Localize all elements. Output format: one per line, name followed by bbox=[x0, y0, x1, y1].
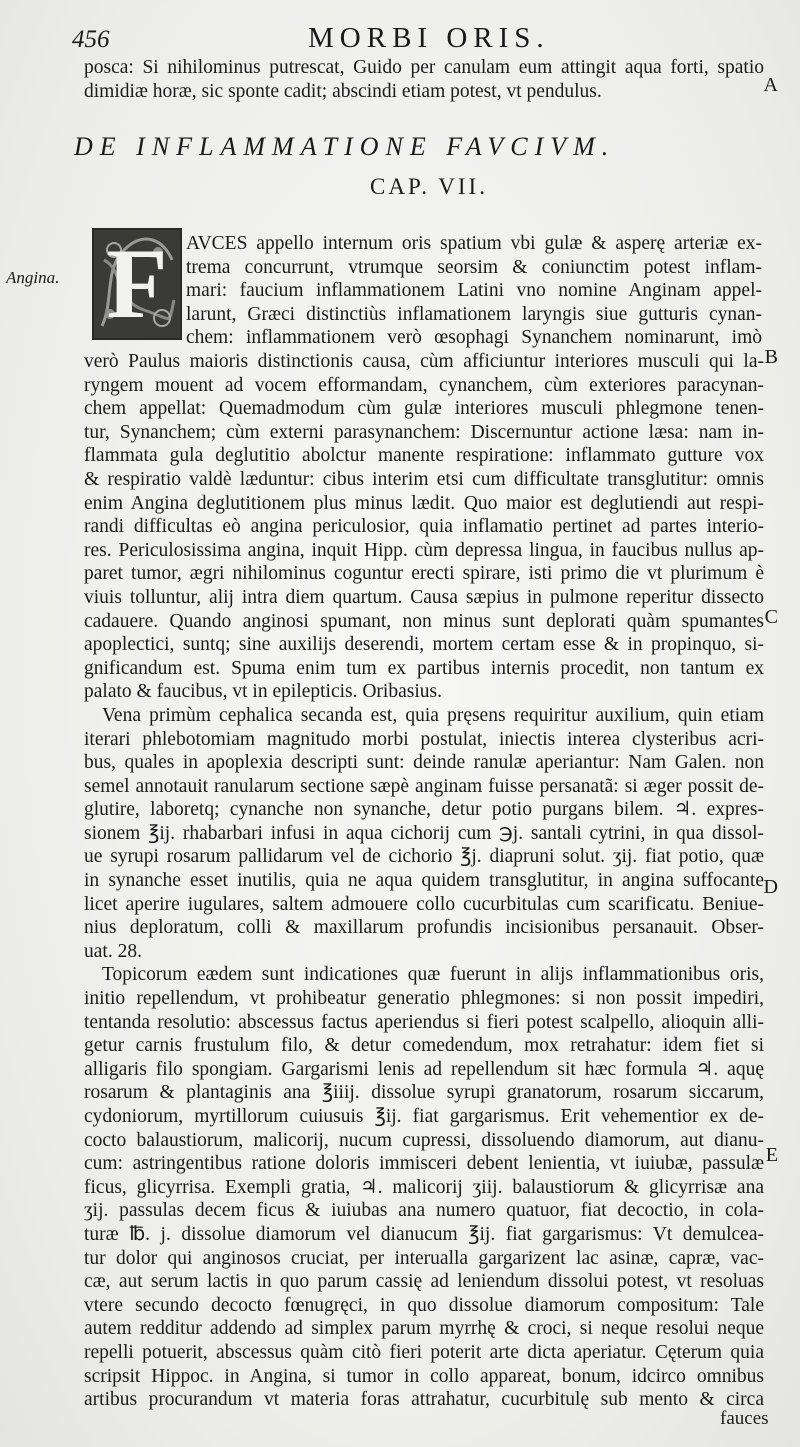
text-line: Vena primùm cephalica secanda est, quia pręsens requiritur auxilium, quin etiam bbox=[102, 704, 764, 726]
text-line: trema concurrunt, vtrumque seorsim & coniunctim potest inflam- bbox=[186, 256, 762, 278]
page-number: 456 bbox=[72, 26, 110, 53]
text-line: alligaris filo spongiam. Gargarismi lenis ad repellendum sit hæc formula ♃. aquę bbox=[84, 1058, 764, 1080]
text-line: & respiratio valdè læduntur: cibus interim etsi cum difficultate transglutitur: omnis bbox=[84, 468, 764, 490]
text-line: res. Periculosissima angina, inquit Hipp. cùm depressa lingua, in faucibus nullus ap- bbox=[84, 539, 764, 561]
margin-letter-c: C bbox=[764, 606, 778, 628]
main-text-block bbox=[84, 350, 764, 1412]
drop-cap-letter: F bbox=[106, 228, 168, 339]
text-line: ʒij. passulas decem ficus & iuiubas ana numero quatuor, fiat decoctio, in cola- bbox=[84, 1200, 764, 1222]
text-line: paret tumor, ægri nihilominus coguntur erecti spirare, isti primo die vt plurimum è bbox=[84, 563, 764, 585]
text-line: initio repellendum, vt prohibeatur generatio phlegmones: si non possit impediri, bbox=[84, 988, 764, 1010]
text-line: flammata gula deglutitio abolctur manente respiratione: inflammato gutture vox bbox=[84, 445, 764, 467]
margin-note: Angina. bbox=[6, 268, 60, 287]
text-line: tur, Synanchem; cùm externi parasynanchem: Discernuntur actione læsa: nam in- bbox=[84, 421, 764, 443]
text-line: cum: astringentibus ratione doloris immisceri debent lenientia, vt iuiubæ, passulæ bbox=[84, 1153, 764, 1175]
text-line: bus, quales in apoplexia descripti sunt: deinde ranulæ aperiantur: Nam Galen. non bbox=[84, 752, 764, 774]
section-title: DE INFLAMMATIONE FAVCIVM. bbox=[74, 132, 616, 161]
margin-letter-a: A bbox=[763, 74, 778, 96]
text-line: palato & faucibus, vt in epilepticis. Oribasius. bbox=[84, 681, 442, 703]
catchword: fauces bbox=[720, 1408, 769, 1429]
margin-letter-d: D bbox=[763, 876, 778, 898]
margin-letter-e: E bbox=[765, 1144, 778, 1166]
text-line: chem appellat: Quemadmodum cùm gulæ interiores musculi phlegmone tenen- bbox=[84, 398, 764, 420]
text-line: ryngem mouent ad vocem efformandam, cynanchem, cùm exteriores paracynan- bbox=[84, 374, 764, 396]
text-line: gnificandum est. Spuma enim tum ex partibus internis procedit, non tantum ex bbox=[84, 657, 764, 679]
chapter-heading: CAP. VII. bbox=[370, 174, 488, 199]
text-line: iterari phlebotomiam magnitudo morbi postulat, iniectis interea clysteribus acri- bbox=[84, 728, 764, 750]
decorated-initial bbox=[92, 228, 182, 340]
text-line: chem: inflammationem verò œsophagi Synanchem nominarunt, imò bbox=[186, 327, 762, 349]
text-line: cadauere. Quando anginosi spumant, non minus sunt deplorati quàm spumantes bbox=[84, 610, 764, 632]
text-line: mari: faucium inflammationem Latini vno nomine Anginam appel- bbox=[186, 280, 762, 302]
page-header bbox=[70, 20, 760, 60]
text-line: enim Angina deglutitionem plus minus lædit. Quo maior est deglutiendi aut respi- bbox=[84, 492, 764, 514]
margin-letter-b: B bbox=[764, 346, 778, 368]
text-line: tur dolor qui anginosos cruciat, per interualla gargarizent lac asinæ, capræ, vac- bbox=[84, 1247, 764, 1269]
text-line: tentanda resolutio: abscessus factus aperiendus si fieri potest scalpello, alioquin alli- bbox=[84, 1011, 764, 1033]
text-line: autem redditur addendo ad simplex parum myrrhę & croci, si neque resolui neque bbox=[84, 1318, 764, 1340]
text-line: cydoniorum, myrtillorum cuiusuis ℥ij. fiat gargarismus. Erit vehementior ex de- bbox=[84, 1106, 764, 1127]
text-line: glutire, laboretq; cynanche non synanche, detur potio purgans bilem. ♃. expres- bbox=[84, 799, 764, 821]
first-paragraph-opening bbox=[186, 232, 762, 350]
text-line: uat. 28. bbox=[84, 940, 142, 962]
text-line: larunt, Græci distinctiùs inflamationem laryngis siue gutturis cynan- bbox=[186, 303, 762, 325]
text-line: in synanche esset inutilis, quia ne aqua quidem transglutitur, in angina suffocante bbox=[84, 870, 764, 892]
text-line: vtere secundo decocto fœnugręci, in quo dissolue diamorum compositum: Tale bbox=[84, 1294, 764, 1316]
text-line: getur carnis frustulum filo, & detur comedendum, mox retrahatur: idem fiet si bbox=[84, 1035, 764, 1057]
text-line: viuis tolluntur, alij intra diem quartum. Causa sæpius in pulmone reperitur dissecto bbox=[84, 586, 764, 608]
text-line: apoplectici, suntq; sine auxilijs deserendi, mortem certam esse & in propinquo, si- bbox=[84, 634, 764, 656]
text-line: AVCES appello internum oris spatium vbi gulæ & asperę arteriæ ex- bbox=[186, 233, 762, 254]
text-line: dimidiæ horæ, sic sponte cadit; abscindi etiam potest, vt pendulus. bbox=[84, 80, 602, 102]
text-line: artibus procurandum vt materia foras attrahatur, cucurbitulę sub mento & circa bbox=[84, 1389, 764, 1411]
text-line: randi difficultas eò angina periculosior, quia inflamatio pertinet ad partes interio- bbox=[84, 516, 764, 538]
text-line: verò Paulus maioris distinctionis causa, cùm afficiuntur interiores musculi qui la- bbox=[84, 351, 764, 372]
text-line: licet aperire iugulares, saltem admouere collo cucurbitulas cum scarificatu. Beniue- bbox=[84, 893, 764, 915]
text-line: Topicorum eædem sunt indicationes quæ fuerunt in alijs inflammationibus oris, bbox=[102, 964, 764, 986]
top-text-block bbox=[84, 56, 764, 103]
text-line: cocto balaustiorum, malicorij, nucum cupressi, dissoluendo diamorum, aut dianu- bbox=[84, 1129, 764, 1151]
text-line: rosarum & plantaginis ana ℥iiij. dissolue syrupi granatorum, rosarum siccarum, bbox=[84, 1082, 764, 1104]
text-line: posca: Si nihilominus putrescat, Guido per canulam eum attingit aqua forti, spatio bbox=[84, 57, 764, 78]
text-line: cæ, aut serum lactis in quo parum cassię ad leniendum dissolui potest, vt resoluas bbox=[84, 1271, 764, 1293]
text-line: scripsit Hippoc. in Angina, si tumor in collo appareat, bonum, idcirco omnibus bbox=[84, 1365, 764, 1387]
running-head: MORBI ORIS. bbox=[308, 22, 550, 54]
text-line: ue syrupi rosarum pallidarum vel de cichorio ℥j. diapruni solut. ʒij. fiat potio, quæ bbox=[84, 846, 764, 868]
text-line: nius deploratum, colli & maxillarum profundis incisionibus persanauit. Obser- bbox=[84, 917, 764, 939]
text-line: sionem ℥ij. rhabarbari infusi in aqua cichorij cum ℈j. santali cytrini, in qua dissol- bbox=[84, 822, 764, 844]
text-line: ficus, glicyrrisa. Exempli gratia, ♃. malicorij ʒiij. balaustiorum & glicyrrisæ ana bbox=[84, 1176, 764, 1198]
text-line: semel annotauit ranularum sectione sæpè anginam fuisse persanatã: si æger possit de- bbox=[84, 775, 764, 797]
text-line: turæ ℔. j. dissolue diamorum vel dianucum ℥ij. fiat gargarismus: Vt demulcea- bbox=[84, 1223, 764, 1245]
text-line: repelli potuerit, abscessus quàm citò fieri poterit arte dicta aperiatur. Cęterum quia bbox=[84, 1341, 764, 1363]
